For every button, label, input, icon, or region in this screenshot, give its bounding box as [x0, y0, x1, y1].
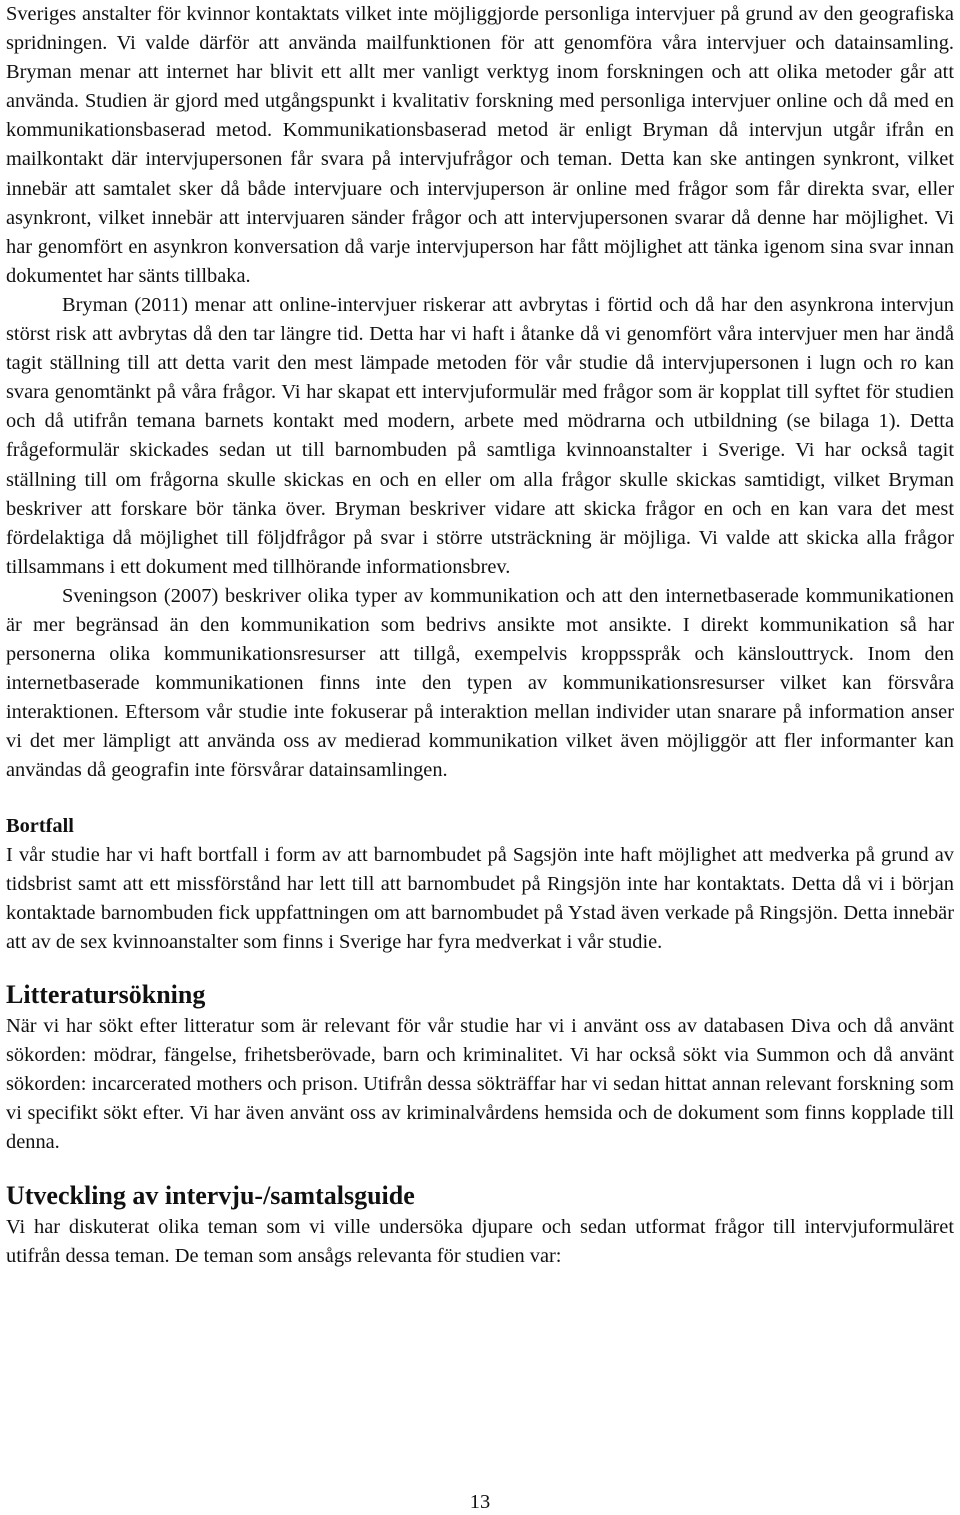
section-heading-bortfall: Bortfall — [6, 814, 74, 837]
body-paragraph-utveckling: Vi har diskuterat olika teman som vi ville undersöka djupare och sedan utformat frågor till intervjuformuläret utifrån dessa teman. De teman som ansågs relevanta för studien var: — [6, 1216, 954, 1268]
body-paragraph-2: Bryman (2011) menar att online-intervjuer riskerar att avbrytas i förtid och då har den asynkrona intervjun störst risk att avbrytas då den tar längre tid. Detta har vi haft i åtanke då vi genomfört våra intervjuer men har ändå tagit ställning till att detta varit den mest lämpade metoden för vår studie då intervjupersonen i lugn och ro kan svara genomtänkt på våra frågor. Vi har skapat ett intervjuformulär med frågor som är kopplat till syftet för studien och då utifrån temana barnets kontakt med modern, arbete med mödrarna och utbildning (se bilaga 1). Detta frågeformulär skickades sedan ut till barnombuden på samtliga kvinnoanstalter i Sverige. Vi har också tagit ställning till om frågorna skulle skickas en och en eller om alla frågor skulle skickas samtidigt, vilket Bryman beskriver att forskare bör tänka över. Bryman beskriver vidare att skicka frågor en och en kan vara det mest fördelaktiga då möjlighet till följdfrågor på svar i större utsträckning är möjliga. Vi valde att skicka alla frågor tillsammans i ett dokument med tillhörande informationsbrev. — [6, 293, 954, 578]
document-page — [6, 0, 954, 1272]
body-paragraph-litteratursokning: När vi har sökt efter litteratur som är relevant för vår studie har vi i använt oss av databasen Diva och då använt sökorden: mödrar, fängelse, frihetsberövade, barn och kriminalitet. Vi har också sökt via Summon och då använt sökorden: incarcerated mothers och prison. Utifrån dessa sökträffar har vi sedan hittat annan relevant forskning som vi specifikt sökt efter. Vi har även använt oss av kriminalvårdens hemsida och de dokument som finns kopplade till denna. — [6, 1014, 954, 1154]
section-heading-litteratursokning: Litteratursökning — [6, 979, 206, 1009]
body-paragraph-1: Sveriges anstalter för kvinnor kontaktats vilket inte möjliggjorde personliga intervjuer på grund av den geografiska spridningen. Vi valde därför att använda mailfunktionen för att genomföra våra intervjuer och datainsamling. Bryman menar att internet har blivit ett allt mer vanligt verktyg inom forskningen och att olika metoder går att använda. Studien är gjord med utgångspunkt i kvalitativ forskning med personliga intervjuer online och då med en kommunikationsbaserad metod. Kommunikationsbaserad metod är enligt Bryman då intervjun utgår ifrån en mailkontakt där intervjupersonen får svara på intervjufrågor och teman. Detta kan ske antingen synkront, vilket innebär att samtalet sker då både intervjuare och intervjuperson är online med frågor som får direkta svar, eller asynkront, vilket innebär att intervjuaren sänder frågor och att intervjupersonen svarar då denne har möjlighet. Vi har genomfört en asynkron konversation då varje intervjuperson har fått möjlighet att tänka igenom sina svar innan dokumentet har sänts tillbaka. — [6, 3, 954, 287]
section-heading-utveckling: Utveckling av intervju-/samtalsguide — [6, 1181, 415, 1211]
page-number: 13 — [469, 1491, 491, 1513]
body-paragraph-3: Sveningson (2007) beskriver olika typer av kommunikation och att den internetbaserade kommunikationen är mer begränsad än den kommunikation som bedrivs ansikte mot ansikte. I direkt kommunikation så har personerna olika kommunikationsresurser att tillgå, exempelvis kroppsspråk och känslouttryck. Inom den internetbaserade kommunikationen finns inte den typen av kommunikationsresurser vilket kan försvåra interaktionen. Eftersom vår studie inte fokuserar på interaktion mellan individer utan snarare på information anser vi det mer lämpligt att använda oss av medierad kommunikation vilket även möjliggör att fler informanter kan användas då geografin inte försvårar datainsamlingen. — [6, 584, 954, 782]
body-paragraph-bortfall: I vår studie har vi haft bortfall i form av att barnombudet på Sagsjön inte haft möjlighet att medverka på grund av tidsbrist samt att ett missförstånd har lett till att barnombudet på Ringsjön inte har kontaktats. Detta då vi i början kontaktade barnombuden fick uppfattningen om att barnombudet på Ystad även verkade på Ringsjön. Detta innebär att av de sex kvinnoanstalter som finns i Sverige har fyra medverkat i vår studie. — [6, 843, 954, 953]
